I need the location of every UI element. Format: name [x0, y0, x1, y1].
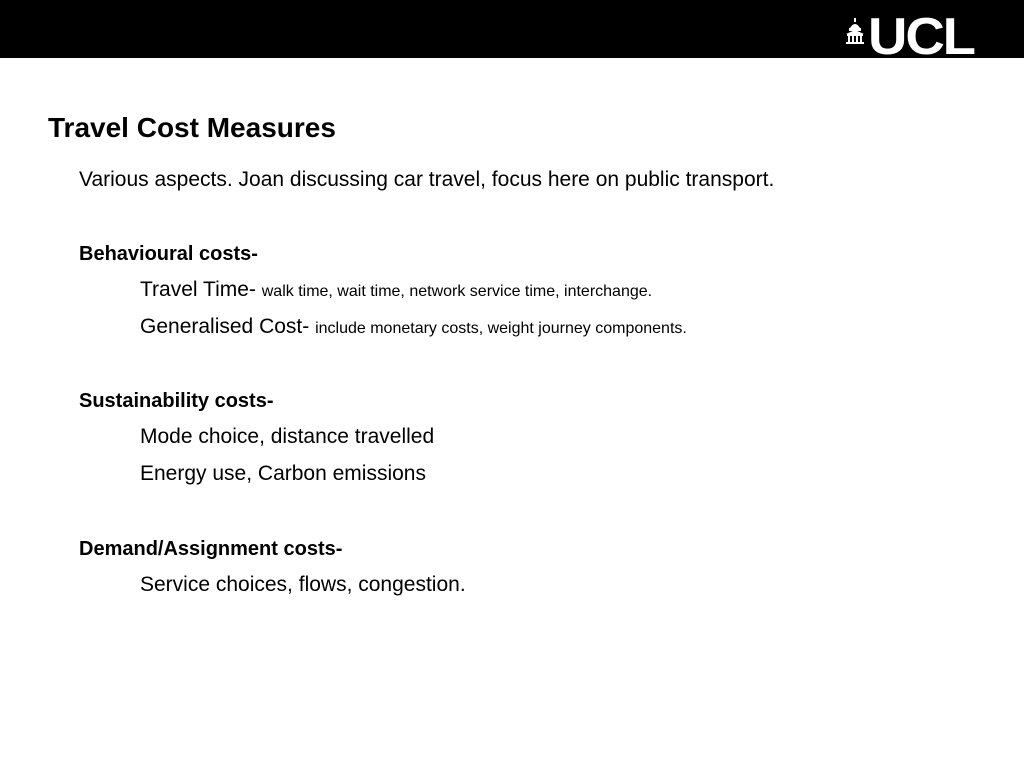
item-detail: include monetary costs, weight journey components. [315, 320, 687, 337]
header-bar [0, 0, 1024, 66]
portico-icon [845, 18, 865, 44]
section-heading-sustainability: Sustainability costs- [79, 390, 274, 412]
list-item-mode-choice: Mode choice, distance travelled [140, 425, 435, 448]
item-main: Travel Time- [140, 278, 262, 301]
logo-text: UCL [868, 8, 974, 66]
list-item-travel-time [140, 276, 652, 306]
slide-title: Travel Cost Measures [48, 112, 336, 143]
item-detail: walk time, wait time, network service time, interchange. [261, 283, 653, 300]
list-item-service-choices: Service choices, flows, congestion. [140, 573, 466, 596]
intro-text: Various aspects. Joan discussing car travel, focus here on public transport. [79, 168, 775, 191]
list-item-energy-use: Energy use, Carbon emissions [140, 462, 426, 485]
item-main: Generalised Cost- [140, 315, 316, 338]
section-heading-demand: Demand/Assignment costs- [79, 538, 343, 560]
list-item-generalised-cost [140, 313, 687, 343]
section-heading-behavioural: Behavioural costs- [79, 243, 258, 265]
ucl-logo [845, 8, 974, 66]
